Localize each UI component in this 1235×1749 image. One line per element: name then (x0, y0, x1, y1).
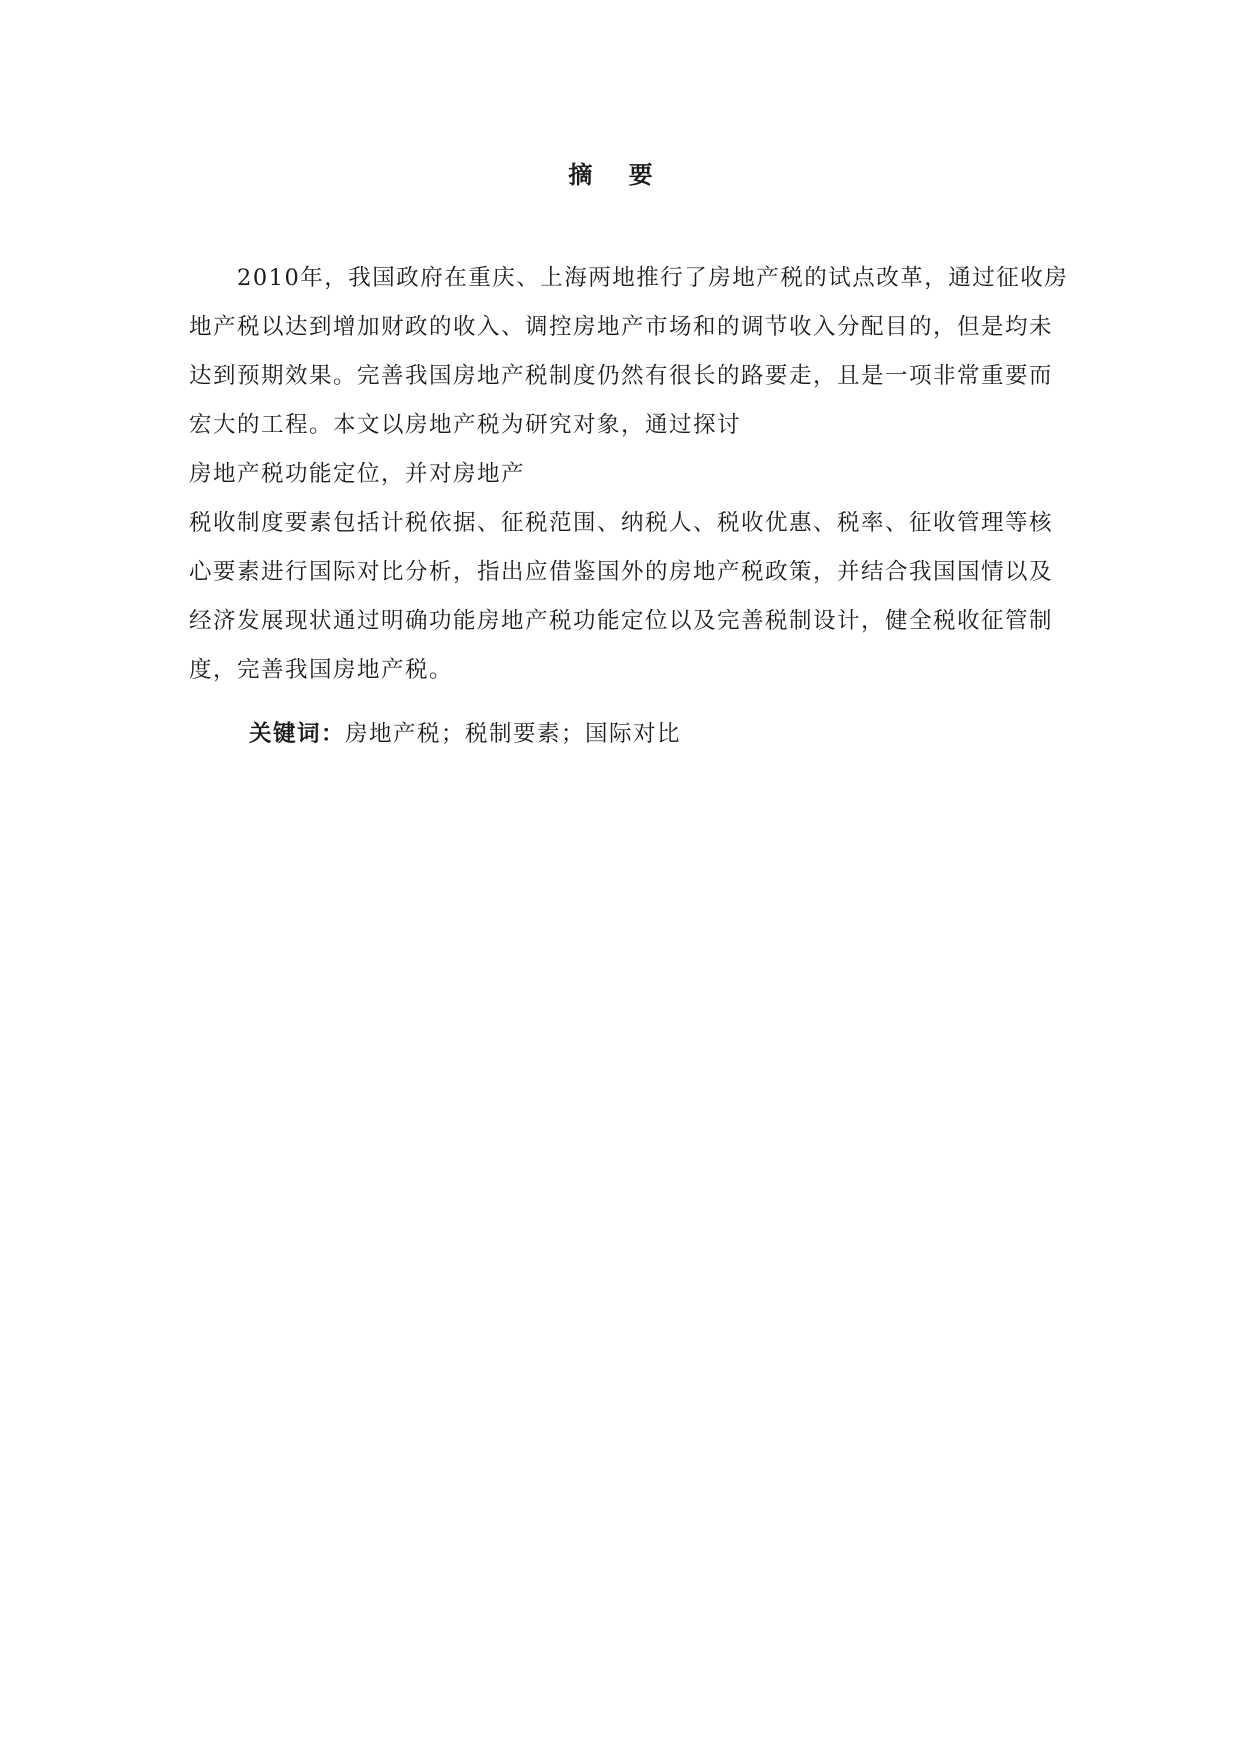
keywords-label: 关键词： (249, 721, 346, 747)
abstract-body (189, 254, 1081, 695)
abstract-line: 房地产税功能定位，并对房地产 (189, 461, 526, 487)
abstract-line: 税收制度要素包括计税依据、征税范围、纳税人、税收优惠、税率、征收管理等核 (189, 510, 1054, 536)
abstract-line: 地产税以达到增加财政的收入、调控房地产市场和的调节收入分配目的，但是均未 (189, 314, 1054, 340)
keywords-value: 房地产税；税制要素；国际对比 (345, 721, 682, 747)
abstract-line: 度，完善我国房地产税。 (189, 657, 454, 683)
keywords-line (249, 710, 681, 759)
abstract-line: 宏大的工程。本文以房地产税为研究对象，通过探讨 (189, 412, 742, 438)
page-title: 摘 要 (568, 160, 667, 189)
abstract-line: 经济发展现状通过明确功能房地产税功能定位以及完善税制设计，健全税收征管制 (189, 608, 1054, 634)
abstract-line: 2010年，我国政府在重庆、上海两地推行了房地产税的试点改革，通过征收房 (237, 265, 1069, 291)
abstract-line: 达到预期效果。完善我国房地产税制度仍然有很长的路要走，且是一项非常重要而 (189, 363, 1054, 389)
abstract-line: 心要素进行国际对比分析，指出应借鉴国外的房地产税政策，并结合我国国情以及 (189, 559, 1054, 585)
